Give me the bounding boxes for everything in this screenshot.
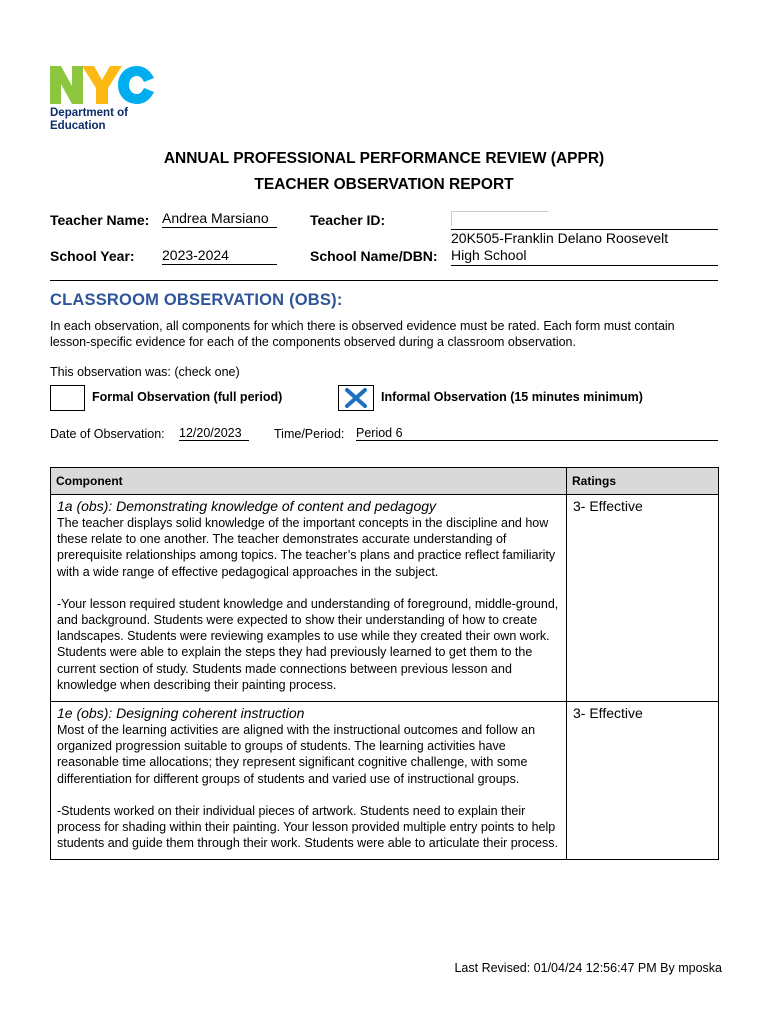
components-table (50, 467, 719, 860)
formal-observation-label: Formal Observation (full period) (92, 390, 283, 404)
school-year-label: School Year: (50, 248, 135, 264)
informal-observation-label: Informal Observation (15 minutes minimum) (381, 390, 643, 404)
school-name-underline (451, 265, 718, 266)
component-evidence: -Your lesson required student knowledge and understanding of foreground, middle-ground, and background. Students were expected to show their understanding of how to create landscapes. Students were reviewing examples to use while they created their own work. Students were able to explain the steps they had previously learned to get them to the current section of study. Students made connections between previous lesson and knowledge when describing their painting process. (57, 596, 559, 692)
period-label: Time/Period: (274, 427, 345, 441)
department-name: Department of Education (50, 107, 128, 132)
table-header-row (51, 468, 719, 495)
date-label: Date of Observation: (50, 427, 165, 441)
teacher-name-label: Teacher Name: (50, 212, 150, 228)
header-ratings: Ratings (567, 468, 719, 495)
rating-cell (567, 495, 719, 702)
check-prompt: This observation was: (check one) (50, 365, 240, 379)
formal-observation-checkbox[interactable] (50, 385, 85, 411)
teacher-id-label: Teacher ID: (310, 212, 386, 228)
informal-observation-checkbox[interactable] (338, 385, 374, 411)
table-row (51, 702, 719, 860)
school-name-line1: 20K505-Franklin Delano Roosevelt (451, 230, 669, 246)
report-title: ANNUAL PROFESSIONAL PERFORMANCE REVIEW (APPR) (163, 150, 605, 167)
date-value: 12/20/2023 (179, 426, 249, 441)
component-title: 1a (obs): Demonstrating knowledge of content and pedagogy (57, 498, 437, 514)
table-row (51, 495, 719, 702)
component-cell (51, 495, 567, 702)
component-description: The teacher displays solid knowledge of the important concepts in the discipline and how these relate to one another. The teacher demonstrates accurate understanding of prerequisite relationships among topics. The teacher’s plans and practice reflect familiarity with a wide range of effective pedagogical approaches in the subject. (57, 516, 556, 579)
component-description: Most of the learning activities are aligned with the instructional outcomes and follow an organized progression suitable to groups of students. The learning activities have reasonable time allocations; they represent significant cognitive challenge, with some differentiation for different groups of students and varied use of instructional groups. (57, 723, 536, 786)
last-revised: Last Revised: 01/04/24 12:56:47 PM By mposka (454, 961, 722, 975)
component-cell (51, 702, 567, 860)
teacher-name-value: Andrea Marsiano (162, 210, 277, 228)
report-subtitle: TEACHER OBSERVATION REPORT (254, 176, 514, 193)
header-component: Component (51, 468, 567, 495)
teacher-id-value (451, 211, 548, 226)
rating-value: 3- Effective (573, 498, 643, 514)
rating-cell (567, 702, 719, 860)
school-name-label: School Name/DBN: (310, 248, 438, 264)
check-x-icon (345, 388, 367, 408)
section-divider (50, 280, 718, 281)
section-heading: CLASSROOM OBSERVATION (OBS): (50, 291, 343, 309)
component-evidence: -Students worked on their individual pieces of artwork. Students need to explain their process for shading within their painting. Your lesson provided multiple entry points to help students and guide them through their work. Students were able to articulate their process. (57, 803, 558, 851)
component-title: 1e (obs): Designing coherent instruction (57, 705, 305, 722)
school-name-line2: High School (451, 247, 527, 263)
section-intro: In each observation, all components for which there is observed evidence must be rated. Each form must contain lesson-specific evidence for each of the components observed during a classroom observation. (50, 319, 675, 349)
school-year-value: 2023-2024 (162, 247, 277, 265)
nyc-logo-icon (50, 64, 160, 106)
period-value: Period 6 (356, 426, 718, 441)
rating-value: 3- Effective (573, 705, 643, 722)
